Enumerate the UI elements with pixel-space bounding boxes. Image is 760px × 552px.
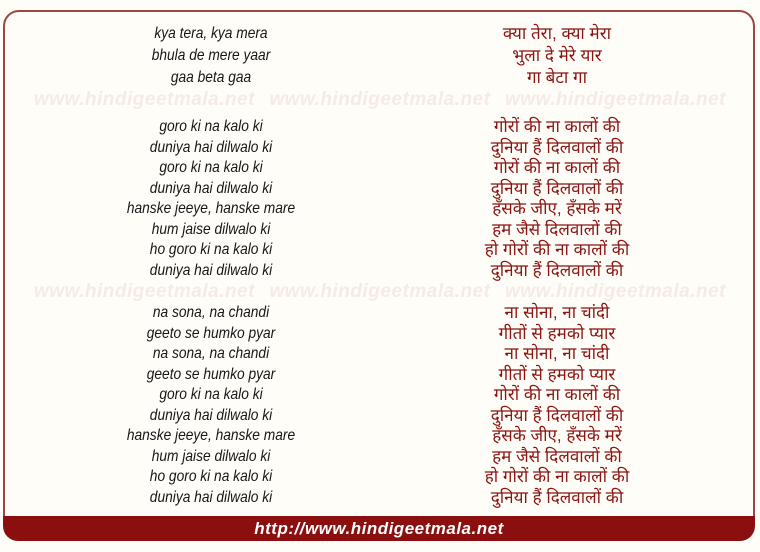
lyric-line: हँसके जीए, हँसके मरें <box>492 199 622 218</box>
lyric-line: गीतों से हमको प्यार <box>498 364 616 384</box>
lyric-line: दुनिया हैं दिलवालों की <box>490 178 624 198</box>
lyric-line: hanske jeeye, hanske mare <box>126 200 296 217</box>
lyric-line: दुनिया हैं दिलवालों की <box>490 137 624 157</box>
lyric-line: गोरों की ना कालों की <box>493 117 621 136</box>
lyric-line: duniya hai dilwalo ki <box>149 488 273 506</box>
lyric-line: गोरों की ना कालों की <box>493 158 621 177</box>
lyric-line: bhula de mere yaar <box>151 47 271 64</box>
hindi-stanza-1 <box>440 23 674 89</box>
lyric-line: duniya hai dilwalo ki <box>149 138 273 156</box>
english-lyrics-column <box>26 0 396 552</box>
lyric-line: hum jaise dilwalo ki <box>151 220 271 238</box>
english-stanza-1 <box>52 23 370 89</box>
lyric-line: हम जैसे दिलवालों की <box>492 446 622 466</box>
lyric-line: गीतों से हमको प्यार <box>498 323 616 343</box>
lyric-line: hum jaise dilwalo ki <box>151 447 271 465</box>
watermark-text: www.hindigeetmala.net <box>505 89 726 110</box>
watermark-text: www.hindigeetmala.net <box>269 89 491 110</box>
lyric-line: na sona, na chandi <box>152 345 270 362</box>
lyric-line: ना सोना, ना चांदी <box>504 344 610 363</box>
lyric-line: हो गोरों की ना कालों की <box>484 240 630 259</box>
lyric-line: goro ki na kalo ki <box>159 159 263 176</box>
english-stanza-2 <box>52 117 370 281</box>
lyric-line: दुनिया हैं दिलवालों की <box>490 405 624 425</box>
lyric-line: duniya hai dilwalo ki <box>149 406 273 424</box>
lyric-line: geeto se humko pyar <box>146 324 276 342</box>
lyric-line: गा बेटा गा <box>526 68 588 87</box>
lyric-line: दुनिया हैं दिलवालों की <box>490 487 624 507</box>
watermark-text: www.hindigeetmala.net <box>34 89 255 110</box>
lyric-line: हो गोरों की ना कालों की <box>484 467 630 486</box>
lyric-line: gaa beta gaa <box>170 69 252 86</box>
hindi-stanza-2 <box>440 117 674 281</box>
lyric-line: kya tera, kya mera <box>154 25 268 42</box>
lyric-line: ना सोना, ना चांदी <box>504 303 610 322</box>
footer-url-link[interactable]: http://www.hindigeetmala.net <box>254 518 504 538</box>
hindi-stanza-3 <box>440 303 674 508</box>
lyric-line: goro ki na kalo ki <box>159 118 263 135</box>
watermark-text: www.hindigeetmala.net <box>269 281 491 302</box>
watermark-text: www.hindigeetmala.net <box>505 281 726 302</box>
lyric-line: भुला दे मेरे यार <box>512 46 602 65</box>
lyric-line: duniya hai dilwalo ki <box>149 261 273 279</box>
footer-url-bar <box>3 516 755 541</box>
lyric-line: hanske jeeye, hanske mare <box>126 427 296 444</box>
lyric-line: दुनिया हैं दिलवालों की <box>490 260 624 280</box>
lyric-line: duniya hai dilwalo ki <box>149 179 273 197</box>
lyric-line: हम जैसे दिलवालों की <box>492 219 622 239</box>
hindi-lyrics-column <box>440 0 674 552</box>
lyric-line: ho goro ki na kalo ki <box>149 468 273 485</box>
lyric-line: geeto se humko pyar <box>146 365 276 383</box>
lyric-line: हँसके जीए, हँसके मरें <box>492 426 622 445</box>
lyric-line: goro ki na kalo ki <box>159 386 263 403</box>
lyric-line: क्या तेरा, क्या मेरा <box>502 24 612 43</box>
lyric-line: na sona, na chandi <box>152 304 270 321</box>
lyric-line: ho goro ki na kalo ki <box>149 241 273 258</box>
watermark-text: www.hindigeetmala.net <box>34 281 255 302</box>
lyric-line: गोरों की ना कालों की <box>493 385 621 404</box>
english-stanza-3 <box>52 303 370 508</box>
